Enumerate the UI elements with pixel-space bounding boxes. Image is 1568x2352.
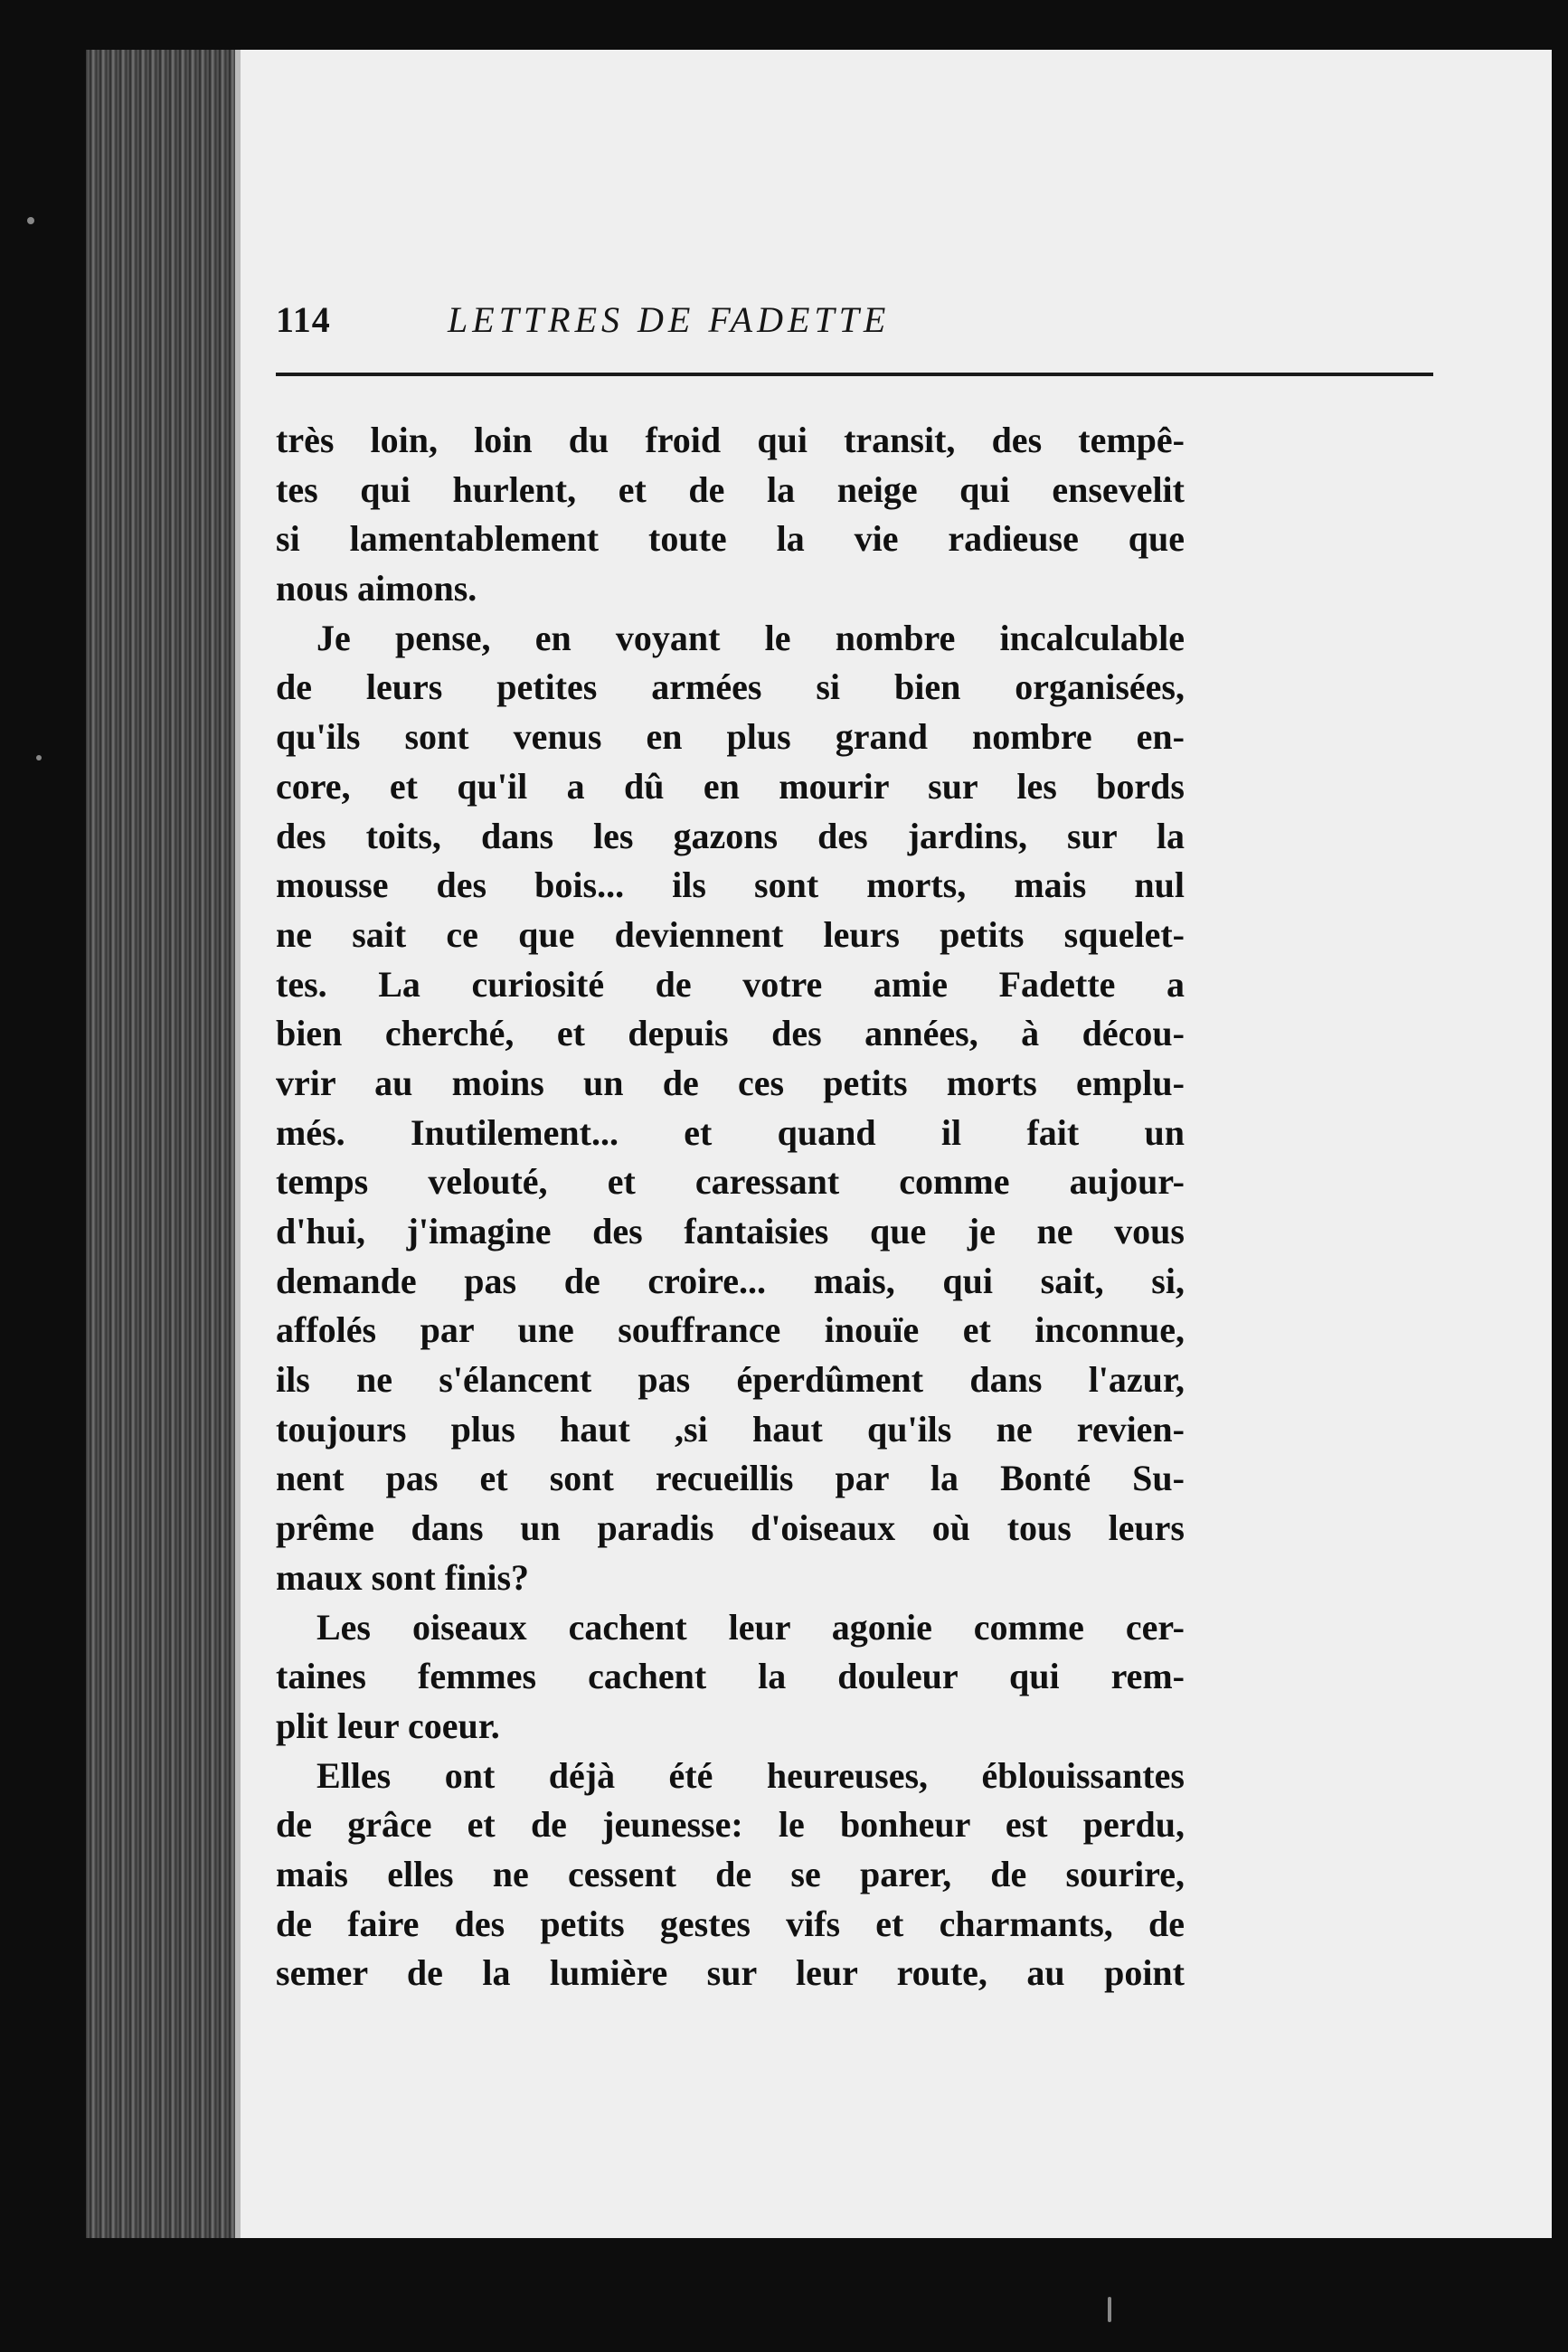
text-line: mais elles ne cessent de se parer, de sourire,: [276, 1853, 1185, 1894]
scan-speck: [27, 217, 34, 224]
running-head: [276, 298, 1433, 353]
text-line: temps velouté, et caressant comme aujour-: [276, 1161, 1185, 1203]
text-line: tes. La curiosité de votre amie Fadette a: [276, 963, 1185, 1005]
text-line: très loin, loin du froid qui transit, des tempê-: [276, 420, 1185, 460]
text-line: si lamentablement toute la vie radieuse que: [276, 518, 1185, 560]
text-line: més. Inutilement... et quand il fait un: [276, 1111, 1185, 1153]
text-line: nent pas et sont recueillis par la Bonté Su-: [276, 1458, 1185, 1499]
text-line: de leurs petites armées si bien organisées,: [276, 666, 1185, 708]
text-line: vrir au moins un de ces petits morts emplu-: [276, 1062, 1185, 1103]
text-line: ne sait ce que deviennent leurs petits squelet-: [276, 913, 1185, 955]
text-line: des toits, dans les gazons des jardins, sur la: [276, 815, 1185, 856]
page-number: 114: [276, 299, 331, 340]
text-line: de grâce et de jeunesse: le bonheur est perdu,: [276, 1804, 1185, 1846]
body-text: [276, 416, 1185, 1998]
text-line: maux sont finis?: [276, 1556, 530, 1598]
text-line: qu'ils sont venus en plus grand nombre en-: [276, 716, 1185, 758]
text-line: de faire des petits gestes vifs et charmants, de: [276, 1903, 1185, 1944]
text-line: core, et qu'il a dû en mourir sur les bords: [276, 765, 1185, 807]
text-line: bien cherché, et depuis des années, à décou-: [276, 1013, 1185, 1054]
text-line: affolés par une souffrance inouïe et inconnue,: [276, 1309, 1185, 1351]
running-title: LETTRES DE FADETTE: [448, 299, 891, 340]
text-line: toujours plus haut ,si haut qu'ils ne revien-: [276, 1408, 1185, 1450]
text-line: ils ne s'élancent pas éperdûment dans l'azur,: [276, 1359, 1185, 1401]
text-line: d'hui, j'imagine des fantaisies que je ne vous: [276, 1211, 1185, 1252]
text-line: semer de la lumière sur leur route, au point: [276, 1952, 1185, 1994]
page-content: [276, 271, 1433, 2125]
text-line: nous aimons.: [276, 568, 477, 609]
text-line: Je pense, en voyant le nombre incalculable: [316, 617, 1185, 658]
scan-speck: [36, 755, 42, 760]
text-line: tes qui hurlent, et de la neige qui ensevelit: [276, 468, 1185, 510]
text-line: Les oiseaux cachent leur agonie comme cer-: [316, 1606, 1185, 1648]
text-line: plit leur coeur.: [276, 1705, 500, 1746]
text-line: mousse des bois... ils sont morts, mais nul: [276, 864, 1185, 906]
text-line: demande pas de croire... mais, qui sait, si,: [276, 1260, 1185, 1301]
text-line: Elles ont déjà été heureuses, éblouissantes: [316, 1754, 1185, 1796]
header-rule: [276, 373, 1433, 376]
scan-speck: [1108, 2297, 1111, 2322]
text-line: prême dans un paradis d'oiseaux où tous leurs: [276, 1507, 1185, 1549]
text-line: taines femmes cachent la douleur qui rem-: [276, 1656, 1185, 1697]
